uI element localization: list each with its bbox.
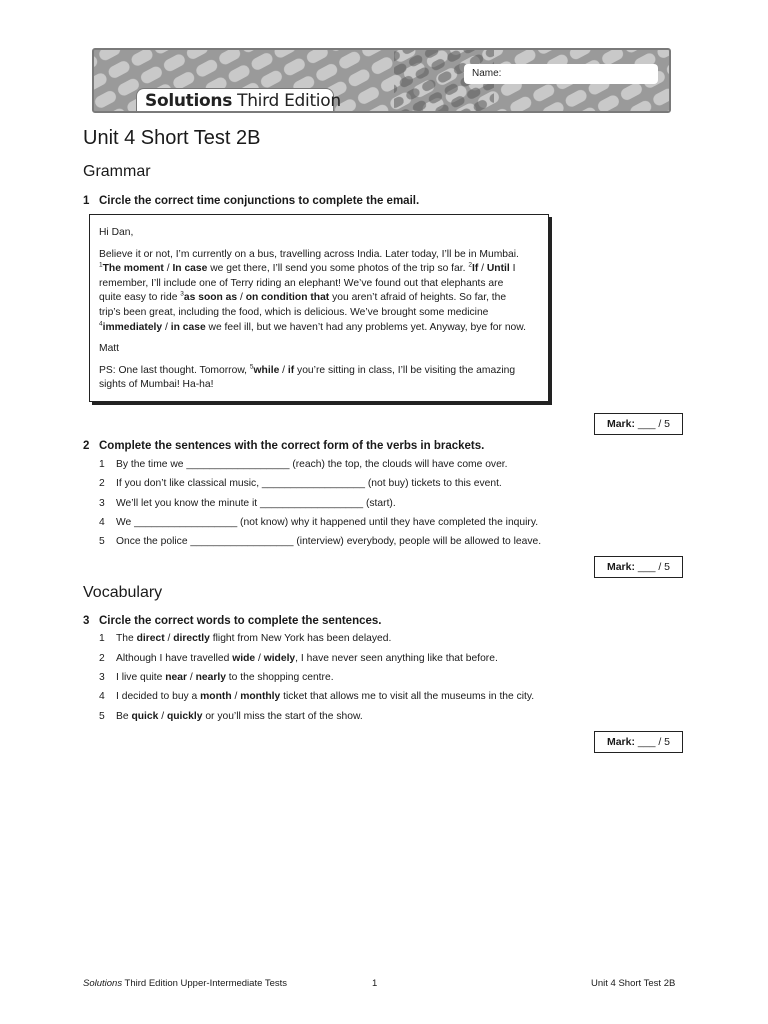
exercise-3-item: 2 Although I have travelled wide / widely, I have never seen anything like that before.: [99, 653, 498, 664]
word-option-a[interactable]: near: [165, 672, 187, 683]
exercise-3-item: 5 Be quick / quickly or you’ll miss the start of the show.: [99, 711, 363, 722]
exercise-3-instruction: 3 Circle the correct words to complete the sentences.: [83, 615, 382, 627]
footer-left: Solutions Third Edition Upper-Intermediate Tests: [83, 978, 288, 989]
exercise-2-item: 2 If you don’t like classical music, __________________ (not buy) tickets to this event.: [99, 478, 502, 489]
exercise-3-item: 3 I live quite near / nearly to the shopping centre.: [99, 672, 334, 683]
word-option-b[interactable]: quickly: [166, 711, 203, 722]
word-option-a[interactable]: wide: [232, 653, 256, 664]
email-body: Believe it or not, I’m currently on a bus, travelling across India. Later today, I’ll be in Mumbai. $^1$The moment / In case we get there, I’ll send you some photos of the trip so far. $^2$If / Until I remember, I’ll include one of Terry riding an elephant! We’ve found out that elephants are quite easy to ride $^3$as soon as / on condition that you aren’t afraid of heights. So far, the trip’s been great, including the food, which is delicious. We’ve brought some medicine $^4$immediately / in case we feel ill, but we haven’t had any problems yet. Anyway, bye for now.: [99, 248, 527, 333]
name-field[interactable]: [464, 64, 658, 84]
footer-right: Unit 4 Short Test 2B: [591, 978, 676, 989]
mark-box-3[interactable]: Mark: ___ / 5: [594, 731, 683, 753]
option-2a[interactable]: If: [471, 263, 479, 275]
email-box: [89, 214, 549, 402]
option-5b[interactable]: if: [287, 364, 295, 376]
section-heading-vocabulary: Vocabulary: [83, 584, 163, 601]
word-option-b[interactable]: nearly: [195, 672, 226, 683]
section-heading-grammar: Grammar: [83, 163, 151, 180]
option-4a[interactable]: immediately: [102, 321, 163, 333]
exercise-3-item: 4 I decided to buy a month / monthly ticket that allows me to visit all the museums in the city.: [99, 691, 535, 702]
option-1b[interactable]: In case: [172, 263, 208, 275]
exercise-2-item: 5 Once the police __________________ (interview) everybody, people will be allowed to leave.: [99, 536, 542, 547]
option-2b[interactable]: Until: [486, 263, 510, 275]
exercise-2-item: 4 We __________________ (not know) why it happened until they have completed the inquiry.: [99, 517, 539, 528]
option-4b[interactable]: in case: [170, 321, 206, 333]
brand-logo: Solutions Third Edition: [145, 91, 341, 111]
exercise-2-instruction: 2 Complete the sentences with the correct form of the verbs in brackets.: [83, 440, 485, 452]
word-option-a[interactable]: direct: [136, 633, 165, 644]
email-ps: PS: One last thought. Tomorrow, $^5$while / if you’re sitting in class, I’ll be visiting the amazing sights of Mumbai! Ha-ha!: [99, 363, 516, 391]
header-banner: [92, 48, 671, 113]
option-1a[interactable]: The moment: [102, 263, 164, 275]
email-signoff: Matt: [99, 343, 120, 355]
footer-page-number: 1: [372, 978, 378, 989]
exercise-2-item: 3 We’ll let you know the minute it __________________ (start).: [99, 498, 396, 509]
name-label: Name:: [472, 68, 502, 79]
brand-tab: [136, 88, 341, 113]
word-option-b[interactable]: widely: [263, 653, 296, 664]
word-option-a[interactable]: quick: [131, 711, 159, 722]
exercise-2-item: 1 By the time we __________________ (reach) the top, the clouds will have come over.: [99, 459, 508, 470]
page-title: Unit 4 Short Test 2B: [83, 127, 261, 149]
mark-box-2[interactable]: Mark: ___ / 5: [594, 556, 683, 578]
word-option-b[interactable]: directly: [173, 633, 210, 644]
option-3a[interactable]: as soon as: [183, 292, 238, 304]
email-greeting: Hi Dan,: [99, 227, 134, 238]
option-3b[interactable]: on condition that: [245, 292, 330, 304]
word-option-b[interactable]: monthly: [240, 691, 281, 702]
word-option-a[interactable]: month: [200, 691, 232, 702]
mark-box-1[interactable]: Mark: ___ / 5: [594, 413, 683, 435]
exercise-1-instruction: 1 Circle the correct time conjunctions to complete the email.: [83, 195, 420, 207]
exercise-3-item: 1 The direct / directly flight from New York has been delayed.: [99, 633, 392, 644]
option-5a[interactable]: while: [253, 364, 280, 376]
